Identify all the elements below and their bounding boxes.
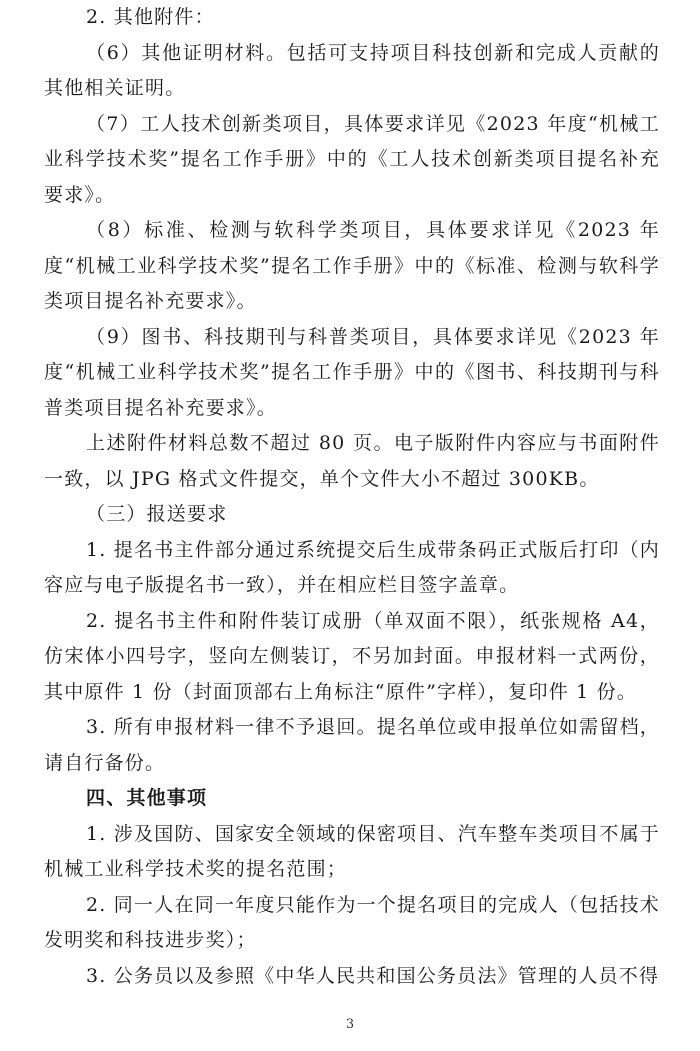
paragraph-item-8: （8）标准、检测与软科学类项目，具体要求详见《2023 年度“机械工业科学技术奖”提名工作手册》中的《标准、检测与软科学类项目提名补充要求》。 — [44, 219, 660, 312]
paragraph-item-9: （9）图书、科技期刊与科普类项目，具体要求详见《2023 年度“机械工业科学技术奖”提名工作手册》中的《图书、科技期刊与科普类项目提名补充要求》。 — [44, 325, 660, 419]
paragraph-other-attachments: 2. 其他附件： — [86, 6, 215, 28]
paragraph-other-2: 2. 同一人在同一年度只能作为一个提名项目的完成人（包括技术发明奖和科技进步奖）； — [44, 893, 660, 951]
paragraph-item-6: （6）其他证明材料。包括可支持项目科技创新和完成人贡献的其他相关证明。 — [44, 41, 660, 99]
paragraph-submission-2: 2. 提名书主件和附件装订成册（单双面不限），纸张规格 A4，仿宋体小四号字，竖向左侧装订，不另加封面。申报材料一式两份，其中原件 1 份（封面顶部右上角标注“原件”字样），复印件 1 份。 — [44, 609, 660, 703]
paragraph-attachment-limits: 上述附件材料总数不超过 80 页。电子版附件内容应与书面附件一致，以 JPG 格式文件提交，单个文件大小不超过 300KB。 — [44, 432, 660, 490]
paragraph-submission-1: 1. 提名书主件部分通过系统提交后生成带条码正式版后打印（内容应与电子版提名书一致），并在相应栏目签字盖章。 — [44, 538, 660, 596]
paragraph-other-1: 1. 涉及国防、国家安全领域的保密项目、汽车整车类项目不属于机械工业科学技术奖的提名范围； — [44, 822, 660, 880]
paragraph-other-3: 3. 公务员以及参照《中华人民共和国公务员法》管理的人员不得 — [86, 964, 660, 987]
page-number: 3 — [345, 1017, 355, 1032]
paragraph-item-7: （7）工人技术创新类项目，具体要求详见《2023 年度“机械工业科学技术奖”提名工作手册》中的《工人技术创新类项目提名补充要求》。 — [44, 112, 660, 206]
document-body — [44, 0, 660, 994]
section-heading-submission: （三）报送要求 — [86, 503, 228, 525]
paragraph-submission-3: 3. 所有申报材料一律不予退回。提名单位或申报单位如需留档，请自行备份。 — [44, 716, 660, 774]
section-heading-other-matters: 四、其他事项 — [86, 787, 208, 809]
